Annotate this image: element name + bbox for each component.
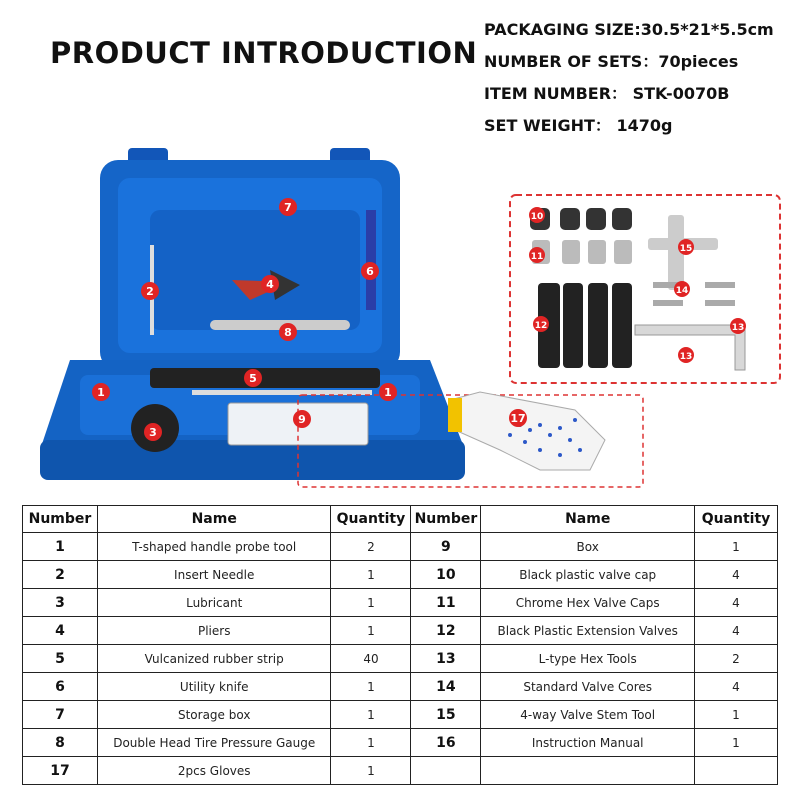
table-row (23, 645, 778, 673)
table-cell-q2: 4 (694, 673, 777, 701)
marker-9 (293, 410, 311, 428)
table-row (23, 673, 778, 701)
table-cell-q2: 4 (694, 561, 777, 589)
svg-text:17: 17 (510, 412, 526, 425)
svg-text:11: 11 (530, 252, 544, 262)
table-cell-q2: 1 (694, 729, 777, 757)
marker-12 (533, 316, 549, 332)
page-title: PRODUCT INTRODUCTION (50, 36, 478, 70)
parts-table (22, 505, 778, 785)
table-cell-n2: 10 (411, 561, 481, 589)
table-cell-q1: 1 (331, 701, 411, 729)
table-cell-name1: Lubricant (97, 589, 331, 617)
table-cell-q1: 1 (331, 729, 411, 757)
table-cell-q1: 1 (331, 673, 411, 701)
svg-text:10: 10 (530, 212, 544, 222)
table-cell-q1: 1 (331, 589, 411, 617)
table-row (23, 589, 778, 617)
spec-packaging: PACKAGING SIZE:30.5*21*5.5cm (484, 20, 774, 39)
svg-text:15: 15 (679, 244, 693, 254)
table-row (23, 561, 778, 589)
marker-7 (279, 198, 297, 216)
marker-15 (678, 239, 694, 255)
table-cell-n1: 2 (23, 561, 98, 589)
spec-sets: NUMBER OF SETS：70pieces (484, 52, 739, 71)
table-cell-n1: 1 (23, 533, 98, 561)
table-cell-n2: 11 (411, 589, 481, 617)
table-header-row (23, 506, 778, 533)
table-cell-q2: 1 (694, 701, 777, 729)
table-cell-name2: Box (481, 533, 695, 561)
col-header: Quantity (694, 506, 777, 533)
table-cell-q2: 4 (694, 589, 777, 617)
table-cell-name2: Instruction Manual (481, 729, 695, 757)
table-cell-q2: 4 (694, 617, 777, 645)
table-cell-n2: 15 (411, 701, 481, 729)
svg-text:2: 2 (146, 285, 154, 298)
table-cell-name2: 4-way Valve Stem Tool (481, 701, 695, 729)
table-cell-n2: 12 (411, 617, 481, 645)
table-cell-n2: 14 (411, 673, 481, 701)
product-illustration (0, 140, 800, 500)
table-cell-name2: Black plastic valve cap (481, 561, 695, 589)
marker-1b (379, 383, 397, 401)
marker-17 (509, 409, 527, 427)
svg-text:12: 12 (534, 321, 548, 331)
table-cell-q2: 2 (694, 645, 777, 673)
marker-8 (279, 323, 297, 341)
marker-3 (144, 423, 162, 441)
table-cell-n1: 5 (23, 645, 98, 673)
table-cell-n2: 16 (411, 729, 481, 757)
table-cell-q2: 1 (694, 533, 777, 561)
table-cell-n1: 8 (23, 729, 98, 757)
table-row (23, 533, 778, 561)
case-image (40, 148, 465, 480)
table-row (23, 617, 778, 645)
col-header: Number (23, 506, 98, 533)
table-cell-n2: 9 (411, 533, 481, 561)
table-row (23, 701, 778, 729)
svg-text:1: 1 (384, 386, 392, 399)
spec-item: ITEM NUMBER： STK-0070B (484, 84, 730, 103)
svg-text:6: 6 (366, 265, 374, 278)
table-cell-q1: 1 (331, 757, 411, 785)
marker-2 (141, 282, 159, 300)
table-cell-name1: T-shaped handle probe tool (97, 533, 331, 561)
col-header: Quantity (331, 506, 411, 533)
marker-13b (678, 347, 694, 363)
marker-6 (361, 262, 379, 280)
table-row (23, 757, 778, 785)
table-cell-name2: L-type Hex Tools (481, 645, 695, 673)
table-cell-n1: 17 (23, 757, 98, 785)
marker-10 (529, 207, 545, 223)
table-cell-n2 (411, 757, 481, 785)
col-header: Name (481, 506, 695, 533)
table-cell-name2: Standard Valve Cores (481, 673, 695, 701)
marker-4 (261, 275, 279, 293)
table-row (23, 729, 778, 757)
table-cell-name1: Utility knife (97, 673, 331, 701)
table-cell-name2: Black Plastic Extension Valves (481, 617, 695, 645)
table-cell-q1: 1 (331, 617, 411, 645)
table-cell-name1: Double Head Tire Pressure Gauge (97, 729, 331, 757)
svg-text:3: 3 (149, 426, 157, 439)
table-cell-name1: Storage box (97, 701, 331, 729)
table-cell-q1: 40 (331, 645, 411, 673)
table-cell-name1: Insert Needle (97, 561, 331, 589)
col-header: Name (97, 506, 331, 533)
svg-text:9: 9 (298, 413, 306, 426)
gloves-image (448, 392, 605, 470)
marker-11 (529, 247, 545, 263)
svg-text:13: 13 (731, 323, 745, 333)
svg-text:13: 13 (679, 352, 693, 362)
table-cell-n1: 6 (23, 673, 98, 701)
svg-text:7: 7 (284, 201, 292, 214)
table-cell-name2 (481, 757, 695, 785)
svg-text:4: 4 (266, 278, 274, 291)
accessories-image (530, 208, 745, 370)
table-cell-n2: 13 (411, 645, 481, 673)
specs-block (484, 14, 774, 142)
table-cell-n1: 3 (23, 589, 98, 617)
svg-text:5: 5 (249, 372, 257, 385)
table-cell-name1: Vulcanized rubber strip (97, 645, 331, 673)
svg-text:8: 8 (284, 326, 292, 339)
marker-14 (674, 281, 690, 297)
table-cell-q1: 1 (331, 561, 411, 589)
marker-13a (730, 318, 746, 334)
col-header: Number (411, 506, 481, 533)
marker-1a (92, 383, 110, 401)
table-cell-n1: 4 (23, 617, 98, 645)
svg-text:1: 1 (97, 386, 105, 399)
svg-text:14: 14 (675, 286, 689, 296)
spec-weight: SET WEIGHT： 1470g (484, 116, 673, 135)
table-cell-name1: 2pcs Gloves (97, 757, 331, 785)
table-cell-n1: 7 (23, 701, 98, 729)
table-cell-name2: Chrome Hex Valve Caps (481, 589, 695, 617)
table-cell-q1: 2 (331, 533, 411, 561)
marker-5 (244, 369, 262, 387)
table-cell-name1: Pliers (97, 617, 331, 645)
table-cell-q2 (694, 757, 777, 785)
